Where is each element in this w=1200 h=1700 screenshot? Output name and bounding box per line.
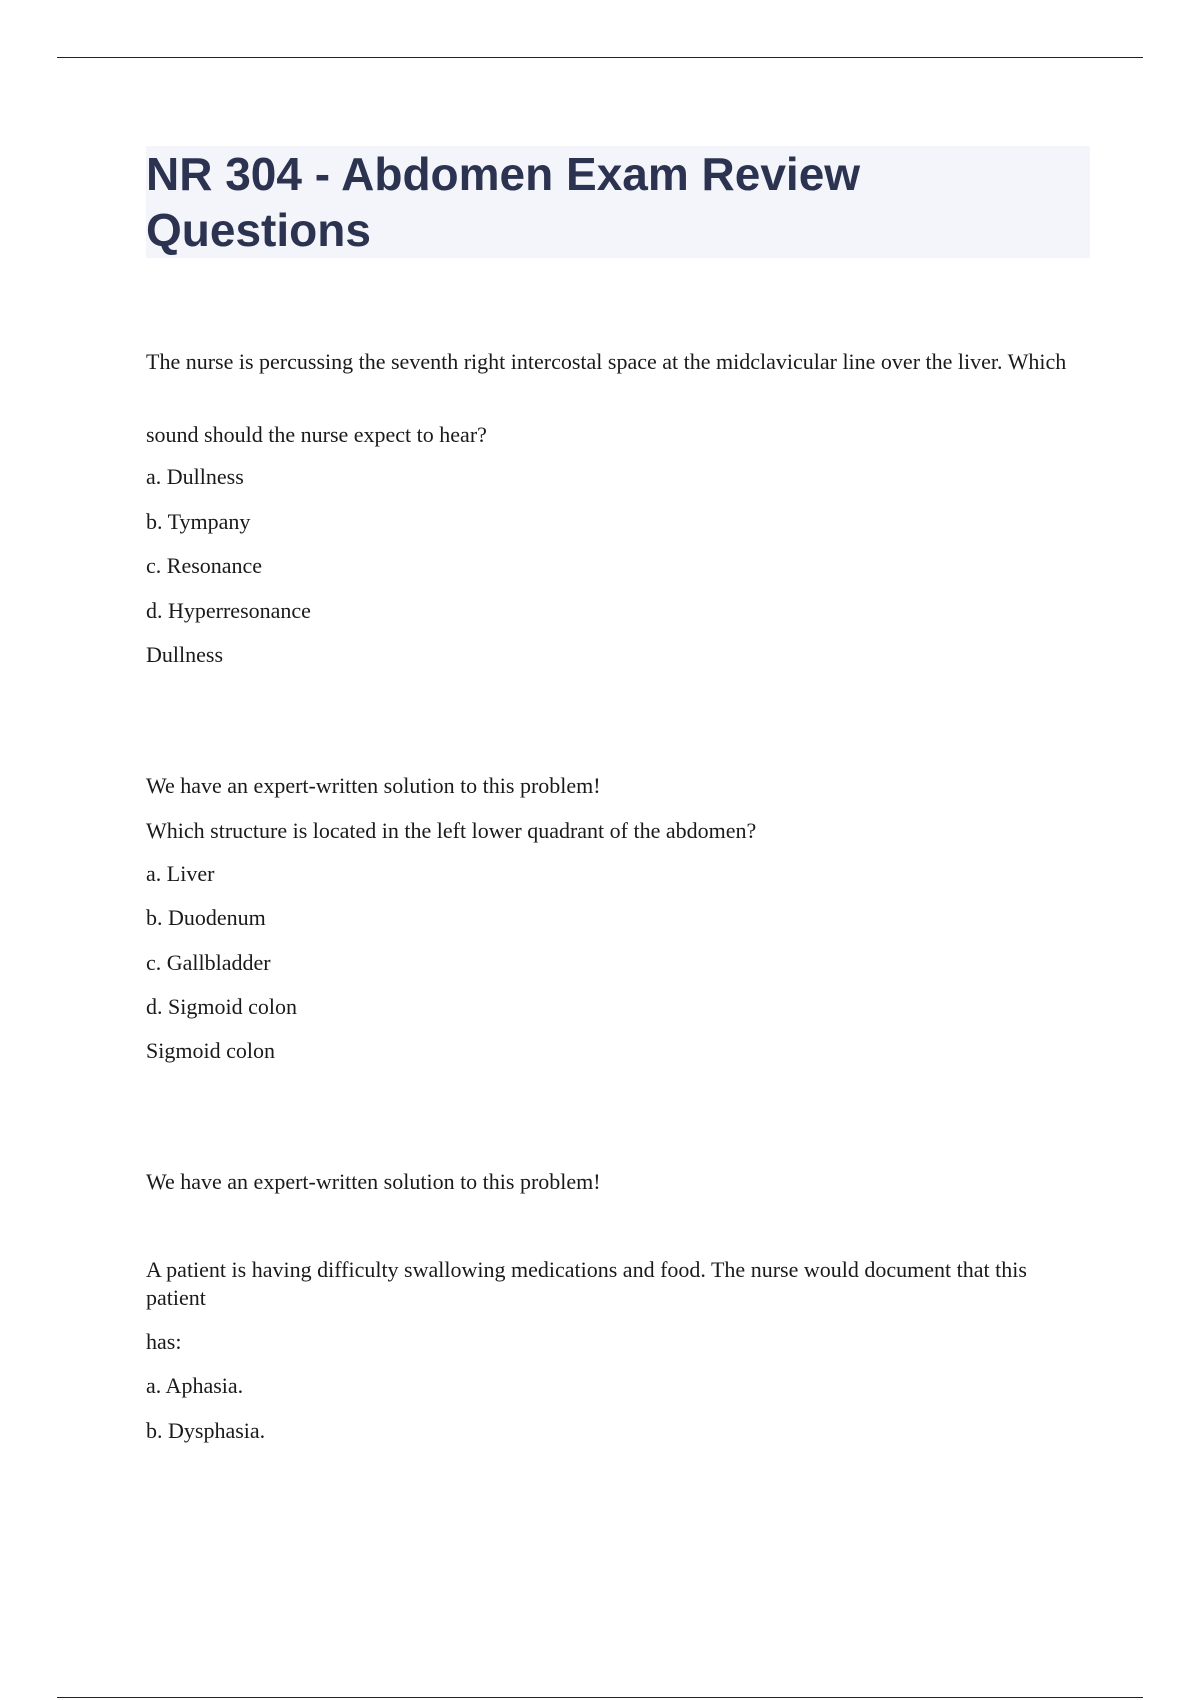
question-2-option-c xyxy=(146,949,1086,977)
option-text: b. Dysphasia. xyxy=(146,1418,266,1443)
question-2-option-b xyxy=(146,904,1086,932)
question-2-stem-text: Which structure is located in the left lower quadrant of the abdomen? xyxy=(146,818,757,843)
option-text: a. Dullness xyxy=(146,464,244,489)
question-1-stem-line-2: sound should the nurse expect to hear? xyxy=(146,422,487,447)
option-text: c. Gallbladder xyxy=(146,950,271,975)
question-3-option-a xyxy=(146,1372,1086,1400)
bottom-rule xyxy=(57,1697,1143,1698)
question-3-option-b xyxy=(146,1417,1086,1445)
question-1-stem xyxy=(146,348,1086,376)
question-1-answer xyxy=(146,641,1086,669)
option-text: d. Hyperresonance xyxy=(146,598,311,623)
option-text: a. Liver xyxy=(146,861,215,886)
question-1-option-a xyxy=(146,463,1086,491)
answer-text: Dullness xyxy=(146,642,223,667)
question-2-option-a xyxy=(146,860,1086,888)
question-1-option-c xyxy=(146,552,1086,580)
solution-notice-2 xyxy=(146,1168,1086,1196)
question-1-option-b xyxy=(146,508,1086,536)
question-1-option-d xyxy=(146,597,1086,625)
document-title: NR 304 - Abdomen Exam Review Questions xyxy=(146,148,861,256)
solution-notice-1 xyxy=(146,772,1086,800)
notice-text: We have an expert-written solution to this problem! xyxy=(146,1169,601,1194)
question-3-stem-cont xyxy=(146,1328,1086,1356)
option-text: b. Tympany xyxy=(146,509,251,534)
question-3-stem-line-2: has: xyxy=(146,1329,182,1354)
question-1-stem-cont xyxy=(146,421,1086,449)
question-2-stem xyxy=(146,817,1086,845)
option-text: b. Duodenum xyxy=(146,905,266,930)
question-3-stem xyxy=(146,1256,1086,1312)
question-1-stem-line-1: The nurse is percussing the seventh right intercostal space at the midclavicular line over the liver. Which xyxy=(146,349,1067,374)
question-2-option-d xyxy=(146,993,1086,1021)
notice-text: We have an expert-written solution to this problem! xyxy=(146,773,601,798)
question-2-answer xyxy=(146,1037,1086,1065)
option-text: c. Resonance xyxy=(146,553,263,578)
option-text: d. Sigmoid colon xyxy=(146,994,297,1019)
option-text: a. Aphasia. xyxy=(146,1373,244,1398)
title-banner xyxy=(146,146,1090,258)
answer-text: Sigmoid colon xyxy=(146,1038,275,1063)
question-3-stem-line-1: A patient is having difficulty swallowing medications and food. The nurse would document that this patient xyxy=(146,1257,1027,1310)
top-rule xyxy=(57,57,1143,58)
